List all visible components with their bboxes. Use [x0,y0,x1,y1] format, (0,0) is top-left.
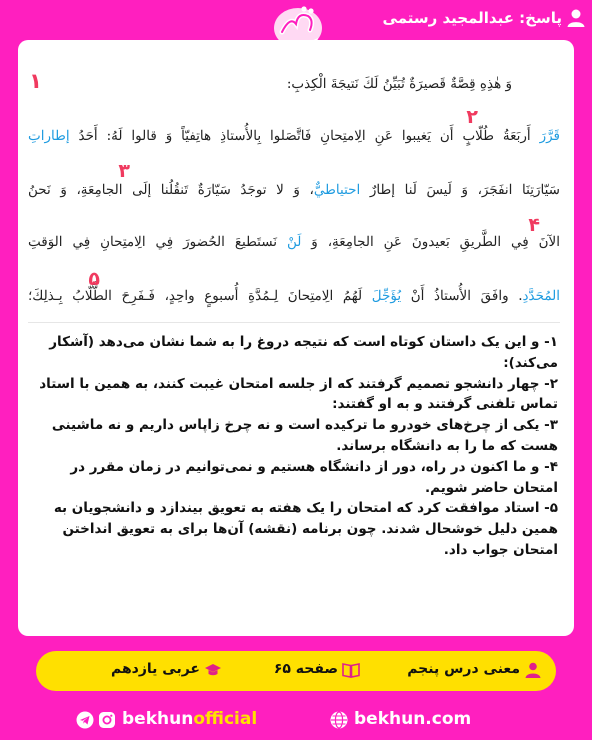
arabic-line-5 [28,288,560,304]
book-icon [342,661,360,679]
person-icon [566,8,586,28]
arabic-line-1 [42,76,512,92]
student-icon [524,661,542,679]
answer-author: پاسخ: عبدالمجید رستمی [382,9,562,27]
highlight-word: لَنْ [286,234,302,250]
highlight-word: المُحَدَّدِ [522,288,560,304]
arabic-line-2 [28,128,560,144]
lesson-title: معنی درس پنجم [407,661,520,677]
arabic-text: وَ هٰذِهِ قِصَّةٌ قَصيرَةٌ تُبَيِّنُ لَكَ نَتيجَةَ الْكِذبِ: [286,76,512,92]
instagram-icon[interactable] [98,711,116,729]
header [0,0,592,40]
content-card [18,40,574,636]
arabic-text: أَربَعَةُ طُلّابٍ أَن يَغيبوا عَنِ الِامتِحانِ فَاتَّصَلوا بِالأُستاذِ هاتِفيّاً وَ قالوا لَهُ: أَحَدُ [69,128,540,144]
arabic-passage [28,70,560,340]
translation-item-1: ۱- و این یک داستان کوتاه است که نتیجه دروغ را به شما نشان می‌دهد (آشکار می‌کند): [49,334,558,371]
telegram-icon[interactable] [76,711,94,729]
number-marker: ٢ [466,106,478,128]
page-number: صفحه ۶۵ [273,661,338,677]
number-marker: ١ [29,69,42,93]
highlight-word: إطاراتِ [28,128,70,144]
highlight-word: يُؤَجِّلَ [371,288,402,304]
arabic-text: . وافَقَ الأُستاذُ أَنْ [401,288,523,304]
globe-icon [330,711,348,729]
arabic-text: سَيّارَتِنَا انفَجَرَ، وَ لَيسَ لَنا إطارٌ [360,182,560,198]
number-marker: ۴ [528,214,540,236]
translation-item-2: ۲- چهار دانشجو تصمیم گرفتند که از جلسه امتحان غیبت کنند، به همین با استاد تماس تلفنی گرفتند و به او گفتند: [39,375,558,413]
arabic-text: الآنَ فِي الطَّريقِ بَعيدونَ عَنِ الجامِعَةِ، وَ [301,234,560,250]
grade-subject: عربی یازدهم [110,661,200,677]
footer [0,700,592,740]
translation-item-4: ۴- و ما اکنون در راه، دور از دانشگاه هستیم و نمی‌توانیم در زمان مقرر در امتحان حاضر شویم. [70,458,558,496]
arabic-text: ، وَ لا توجَدُ سَيّارَةٌ تَنقُلُنا إلَى الجامِعَةِ، وَ نَحنُ [28,182,314,198]
social-handle-prefix: bekhun [122,709,194,729]
social-handle[interactable] [122,709,257,729]
highlight-word: قَرَّرَ [539,128,560,144]
translation-item-3: ۳- یکی از چرخ‌های خودرو ما ترکیده است و نه چرخ زاپاس داریم و نه ماشینی هست که ما را به دانشگاه برساند. [51,417,558,454]
graduation-cap-icon [204,661,222,679]
arabic-text: لَهُمُ الِامتِحانَ لِـمُدَّةِ أُسبوعٍ واحِدٍ، فَـفَرِحَ الطُّلّابُ بِـذلِكَ؛ [28,288,372,304]
number-marker: ٣ [118,160,130,182]
social-handle-suffix: official [193,709,258,729]
highlight-word: احتياطيٌّ [313,182,361,198]
arabic-line-3 [28,182,560,198]
divider [28,322,560,323]
persian-translation [28,332,558,561]
translation-item-5: ۵- استاد موافقت کرد که امتحان را یک هفته به تعویق بیندازد و دانشجویان به همین دلیل خوشحال شدند. چون برنامه (نقشه) آن‌ها برای به تعویق انداختن امتحان جواب داد. [53,500,558,558]
arabic-text: نَستَطيعَ الحُضورَ فِي الِامتِحانِ فِي الوَقتِ [28,234,287,250]
arabic-line-4 [28,234,560,250]
number-marker: ۵ [88,268,100,290]
info-bar [36,651,556,691]
website-link[interactable]: bekhun.com [354,709,472,729]
